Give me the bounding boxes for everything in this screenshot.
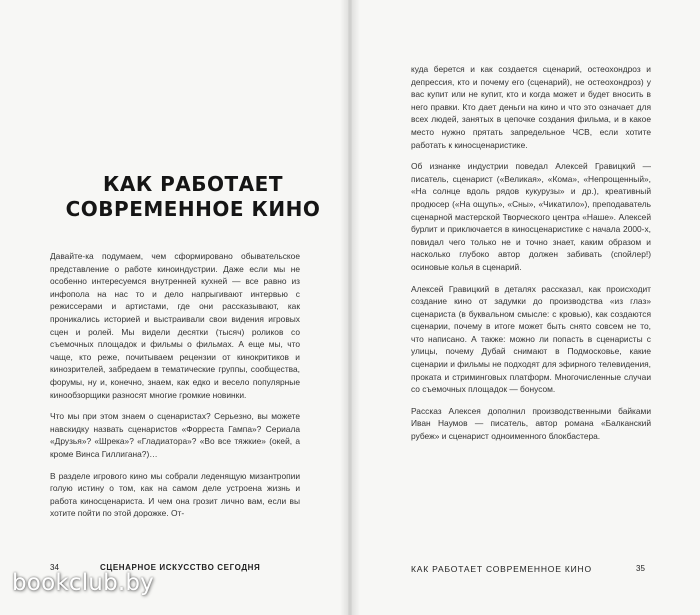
left-page-number: 34 (50, 563, 59, 572)
right-paragraph-4: Рассказ Алексея дополнил производственными байками Иван Наумов — писатель, автор романа «Балканский рубеж» и сценарист одноименного блокбастера. (411, 405, 651, 442)
right-paragraph-3: Алексей Гравицкий в деталях рассказал, как происходит создание кино от задумки до производства «из глаз» сценариста (в буквальном смысле: с кровью), как создаются сценарии, почему в итоге может быть снято совсем не то, что написано. А также: можно ли попасть в сценаристы с улицы, почему Дубай снимают в Подмосковье, какие сценарии и фильмы не подходят для эфирного телевидения, проката и стриминговых платформ. Многочисленные случаи со съемочных площадок — бонусом. (411, 283, 651, 395)
right-running-head: КАК РАБОТАЕТ СОВРЕМЕННОЕ КИНО (411, 564, 592, 574)
left-paragraph-3: В разделе игрового кино мы собрали леденящую мизантропии голую истину о том, как на самом деле устроена жизнь и работа киносценариста. И чем она грозит лично вам, если вы хотите пойти по этой дорожке. От- (50, 470, 300, 519)
right-paragraph-2: Об изнанке индустрии поведал Алексей Гравицкий — писатель, сценарист («Великая», «Кома», «Непрощенный», «На солнце вдоль рядов кукурузы» и др.), креативный продюсер («На ощупь», «Сны», «Чикатило»), преподаватель сценарной мастерской Творческого центра «Наше». Алексей бурлит и приключается в киносценаристике с начала 2000-х, повидал чего только не и точно знает, каким образом и насколько глубоко автор должен забивать (спойлер!) осиновые колья в сценарий. (411, 161, 651, 272)
left-paragraph-1: Давайте-ка подумаем, чем сформировано обывательское представление о работе киноиндустрии. Даже если мы не особенно интересуемся внутренней кухней — все равно из инфопола на нас то и дело напрыгивают интервью с режиссерами и артистами, где они рассказывают, как проникались историей и выстраивали свои видения игровых сцен и ролей. Мы видели десятки (тысяч) роликов со съемочных площадок и фильмы о фильмах. А еще мы, что чаще, кто реже, почитываем рецензии от кинокритиков и кинозрителей, забредаем в тематические группы, сообщества, форумы, ну и, конечно, знаем, как едко и весело популярные кинообзорщики разносят многие громкие новинки. (50, 251, 300, 400)
left-running-head: СЦЕНАРНОЕ ИСКУССТВО СЕГОДНЯ (100, 563, 261, 572)
left-text-column (50, 250, 300, 529)
chapter-title-line-2: СОВРЕМЕННОЕ КИНО (65, 197, 321, 221)
book-gutter-shadow (340, 0, 360, 615)
left-page (0, 0, 348, 615)
left-paragraph-2: Что мы при этом знаем о сценаристах? Серьезно, вы можете навскидку назвать сценаристов «Форреста Гампа»? Сериала «Друзья»? «Шрека»? «Гладиатора»? «Во все тяжкие» (окей, а кроме Винса Гиллигана?)… (50, 411, 300, 459)
chapter-title (48, 172, 338, 222)
right-paragraph-1: куда берется и как создается сценарий, остеохондроз и депрессия, кто и почему его (сценарий), не остеохондроз) у вас купит или не купит, кто и когда может и будет вносить в него правки. Кто дает деньги на кино и что это означает для всех людей, занятых в цепочке создания фильма, и в какое место нужно прятать запредельное ЧСВ, если хотите работать к киносценаристике. (411, 64, 651, 150)
chapter-title-line-1: КАК РАБОТАЕТ (103, 172, 283, 196)
right-page-number: 35 (636, 564, 645, 573)
watermark: bookclub.by (12, 570, 154, 596)
right-text-column (411, 63, 651, 452)
